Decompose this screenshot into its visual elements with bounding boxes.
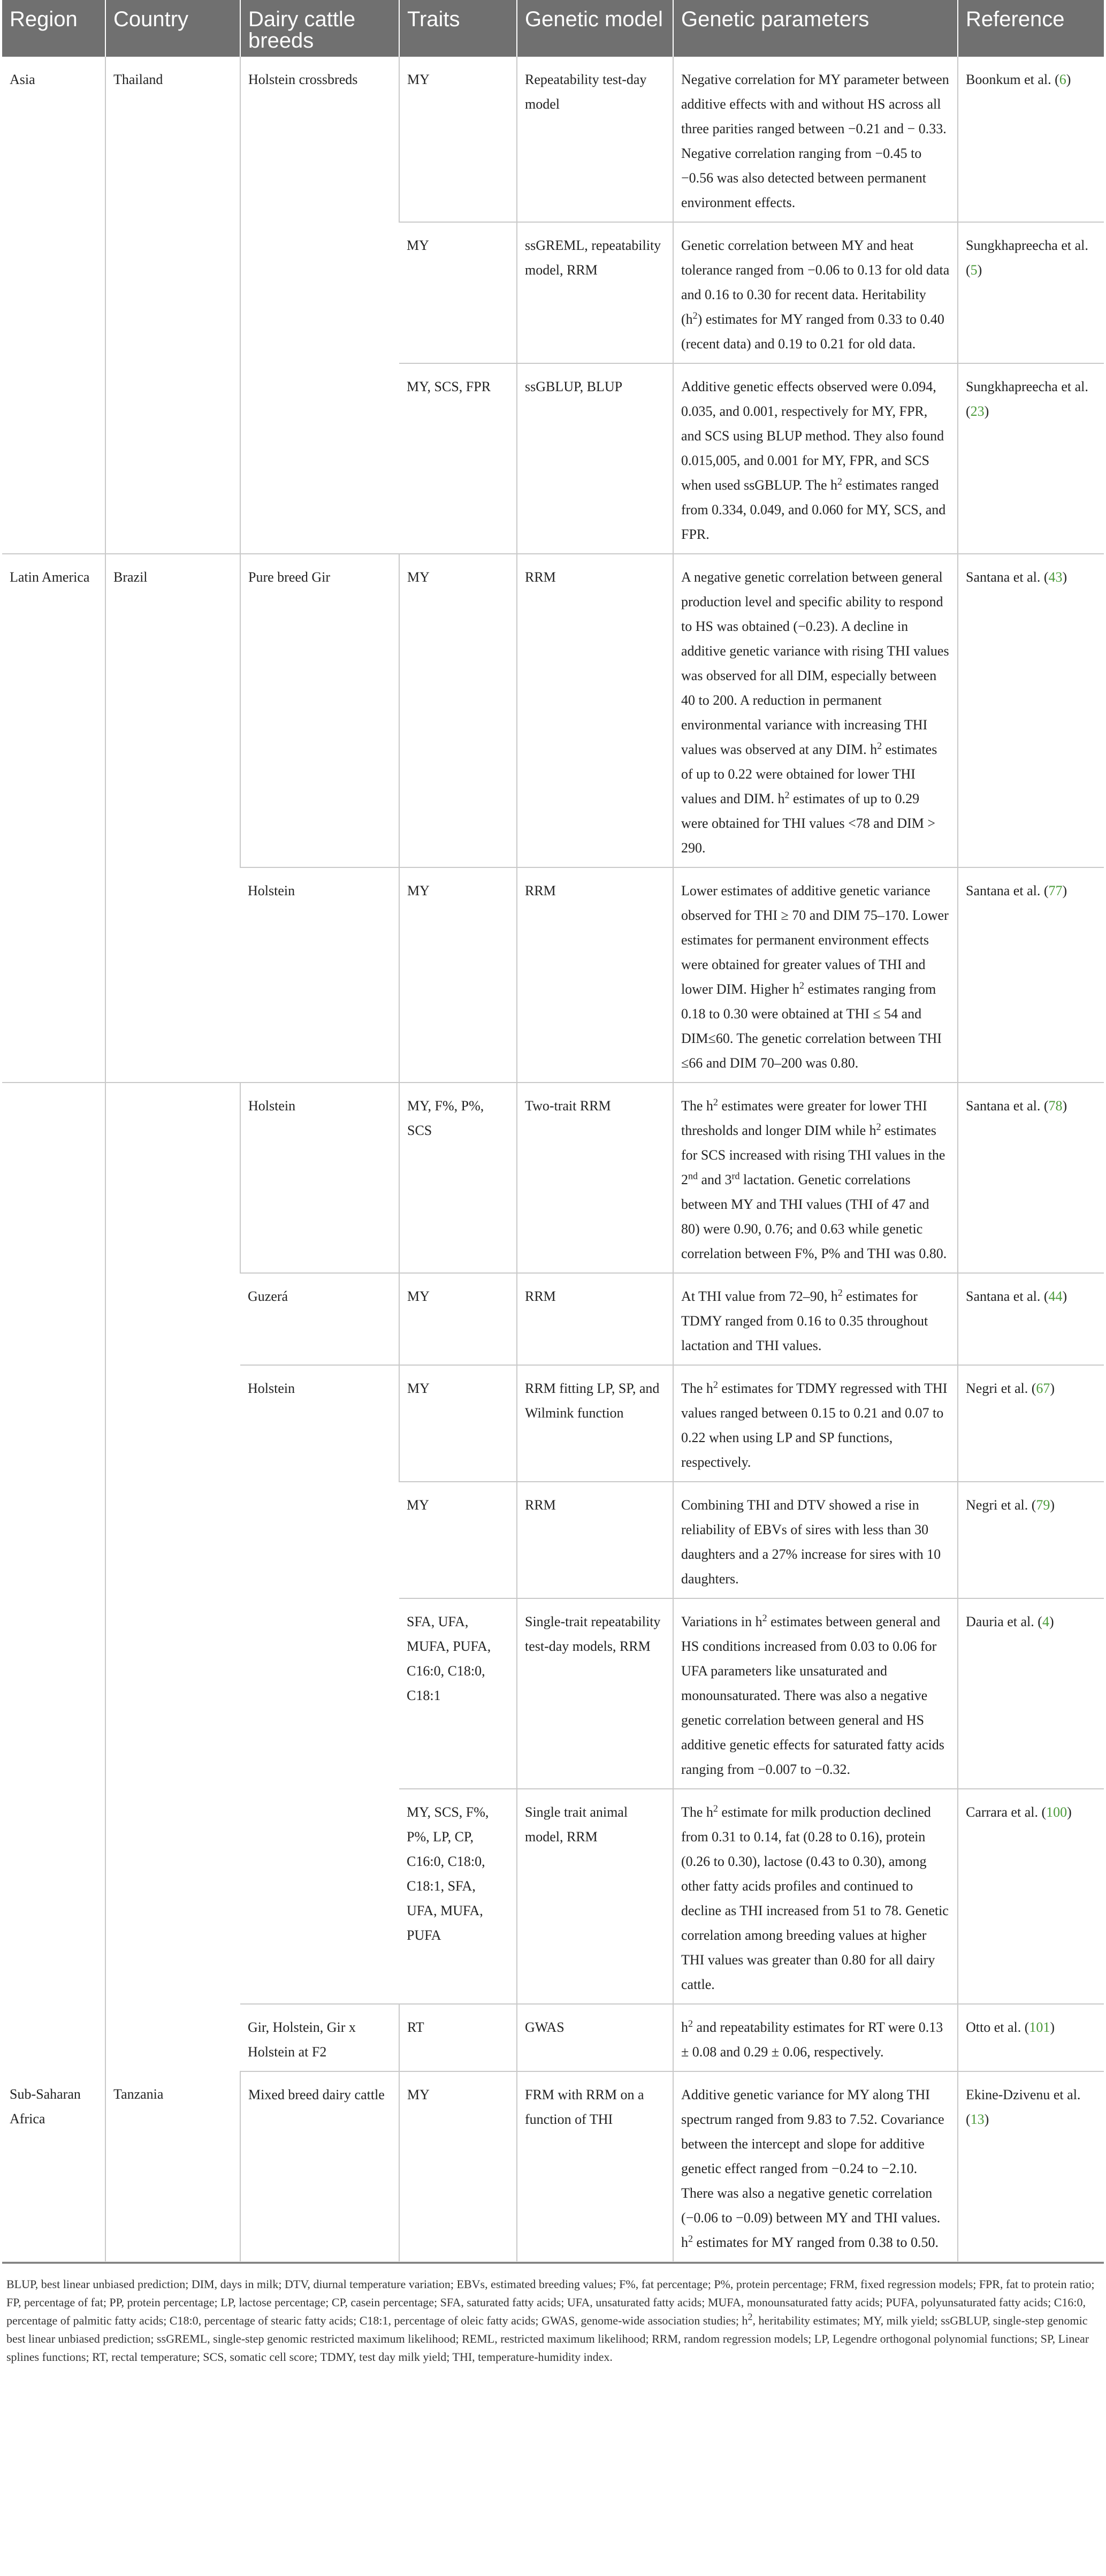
cell-traits: MY	[399, 1273, 517, 1365]
reference-link[interactable]: 101	[1029, 2019, 1050, 2035]
cell-genetic-parameters	[673, 2004, 958, 2071]
footnote-text: BLUP, best linear unbiased prediction; DIM, days in milk; DTV, diurnal temperature variation; EBVs, estimated breeding values; F%, fat percentage; P%, protein percentage; FRM, fixed regression models; FPR, fat to protein ratio; FP, percentage of fat; PP, protein percentage; LP, lactose percentage; CP, casein percentage; SFA, saturated fatty acids; UFA, unsaturated fatty acids; MUFA, monounsaturated fatty acids; PUFA, polyunsaturated fatty acids; C16:0, percentage of palmitic fatty acids; C18:0, percentage of stearic fatty acids; C18:1, percentage of oleic fatty acids; GWAS, genome-wide association studies; h	[6, 2277, 1095, 2327]
params-text: estimates for TDMY ranged from 0.16 to 0.35 throughout lactation and THI values.	[681, 1289, 928, 1353]
superscript: 2	[762, 1612, 767, 1624]
cell-country: Tanzania	[105, 2071, 240, 2262]
cell-genetic-parameters	[673, 1789, 958, 2004]
footnote-text: , heritability estimates; MY, milk yield; ssGBLUP, single-step genomic best linear unbiased prediction; ssGREML, single-step genomic restricted maximum likelihood; REML, restricted maximum likelihood; RRM, random regression models; LP, Legendre orthogonal polynomial functions; SP, Linear splines functions; RT, rectal temperature; SCS, somatic cell score; TDMY, test day milk yield; THI, temperature-humidity index.	[6, 2314, 1089, 2364]
cell-traits: MY	[399, 57, 517, 222]
cell-genetic-model: Repeatability test-day model	[517, 57, 673, 222]
reference-author: Negri et al. (	[966, 1381, 1036, 1396]
cell-genetic-model: RRM	[517, 867, 673, 1083]
cell-region: Sub-Saharan Africa	[2, 2071, 105, 2262]
reference-close: )	[984, 2112, 989, 2127]
params-text: At THI value from 72–90, h	[681, 1289, 838, 1304]
reference-link[interactable]: 4	[1042, 1614, 1049, 1629]
table-footnote	[2, 2262, 1104, 2366]
header-genetic-model: Genetic model	[517, 0, 673, 57]
reference-link[interactable]: 44	[1048, 1289, 1063, 1304]
cell-reference	[958, 2004, 1104, 2071]
reference-close: )	[1049, 1614, 1054, 1629]
params-text: estimates ranged from 0.334, 0.049, and 0.060 for MY, SCS, and FPR.	[681, 477, 946, 542]
reference-close: )	[1062, 1289, 1067, 1304]
cell-region-empty	[2, 1083, 105, 2071]
reference-author: Santana et al. (	[966, 1289, 1049, 1304]
reference-link[interactable]: 6	[1059, 72, 1066, 87]
cell-breed: Holstein	[240, 867, 399, 1083]
reference-close: )	[1067, 1804, 1072, 1820]
superscript: 2	[688, 2233, 693, 2244]
cell-genetic-parameters	[673, 867, 958, 1083]
params-text: estimates were greater for lower THI thresholds and longer DIM while h	[681, 1098, 927, 1138]
cell-genetic-parameters	[673, 2071, 958, 2262]
cell-traits: MY	[399, 554, 517, 867]
reference-author: Carrara et al. (	[966, 1804, 1047, 1820]
cell-breed: Holstein	[240, 1083, 399, 1273]
superscript: 2	[713, 1096, 718, 1108]
cell-genetic-model: RRM	[517, 1482, 673, 1598]
cell-genetic-model: GWAS	[517, 2004, 673, 2071]
reference-author: Sungkhapreecha et al. (	[966, 238, 1088, 278]
cell-genetic-parameters: Negative correlation for MY parameter between additive effects with and without HS across all three parities ranged between −0.21 and − 0.33. Negative correlation ranging from −0.45 to −0.56 was also detected between permanent environment effects.	[673, 57, 958, 222]
superscript: 2	[713, 1379, 718, 1390]
params-text: Additive genetic variance for MY along THI spectrum ranged from 9.83 to 7.52. Covariance between the intercept and slope for additive genetic effect ranged from −0.24 to −2.10. There was also a negative genetic correlation (−0.06 to −0.09) between MY and THI values. h	[681, 2087, 944, 2250]
params-text: Genetic correlation between MY and heat tolerance ranged from −0.06 to 0.13 for old data and 0.16 to 0.30 for recent data. Heritability (h	[681, 238, 950, 327]
cell-region: Asia	[2, 57, 105, 554]
params-text: Variations in h	[681, 1614, 762, 1629]
reference-author: Santana et al. (	[966, 569, 1049, 585]
cell-country: Thailand	[105, 57, 240, 554]
reference-link[interactable]: 23	[970, 403, 985, 419]
cell-genetic-model: Single-trait repeatability test-day models, RRM	[517, 1598, 673, 1789]
params-text: lactation. Genetic correlations between MY and THI values (THI of 47 and 80) were 0.90, 0.76; and 0.63 while genetic correlation between F%, P% and THI was 0.80.	[681, 1172, 947, 1261]
cell-reference	[958, 1598, 1104, 1789]
reference-author: Boonkum et al. (	[966, 72, 1059, 87]
cell-traits: MY	[399, 2071, 517, 2262]
superscript: 2	[688, 2018, 693, 2029]
superscript: 2	[799, 980, 804, 991]
params-text: The h	[681, 1804, 713, 1820]
reference-close: )	[977, 262, 982, 278]
header-row	[2, 0, 1104, 57]
superscript: 2	[713, 1803, 718, 1814]
cell-traits: MY, SCS, FPR	[399, 363, 517, 554]
cell-breed: Gir, Holstein, Gir x Holstein at F2	[240, 2004, 399, 2071]
cell-traits: MY	[399, 1482, 517, 1598]
reference-link[interactable]: 77	[1048, 883, 1063, 898]
cell-traits: MY	[399, 222, 517, 363]
params-text: estimates for SCS increased with rising THI values in the 2	[681, 1123, 945, 1187]
cell-traits: MY, F%, P%, SCS	[399, 1083, 517, 1273]
params-text: Additive genetic effects observed were 0.094, 0.035, and 0.001, respectively for MY, FPR, and SCS using BLUP method. They also found 0.015,005, and 0.001 for MY, FPR, and SCS when used ssGBLUP. The h	[681, 379, 944, 493]
table-row	[2, 57, 1104, 222]
reference-link[interactable]: 43	[1048, 569, 1063, 585]
reference-author: Negri et al. (	[966, 1497, 1036, 1513]
reference-close: )	[1050, 1497, 1055, 1513]
reference-link[interactable]: 67	[1036, 1381, 1050, 1396]
params-text: and 3	[698, 1172, 732, 1187]
cell-genetic-model: ssGREML, repeatability model, RRM	[517, 222, 673, 363]
cell-region: Latin America	[2, 554, 105, 1083]
cell-country-empty	[105, 1083, 240, 2071]
table-row	[2, 554, 1104, 867]
reference-close: )	[1050, 1381, 1055, 1396]
params-text: h	[681, 2019, 688, 2035]
reference-author: Ekine-Dzivenu et al. (	[966, 2087, 1081, 2127]
cell-breed: Guzerá	[240, 1273, 399, 1365]
cell-genetic-model: ssGBLUP, BLUP	[517, 363, 673, 554]
reference-author: Santana et al. (	[966, 1098, 1049, 1114]
cell-genetic-parameters: Combining THI and DTV showed a rise in reliability of EBVs of sires with less than 30 daughters and a 27% increase for sires with 10 daughters.	[673, 1482, 958, 1598]
header-region: Region	[2, 0, 105, 57]
header-genetic-parameters: Genetic parameters	[673, 0, 958, 57]
cell-genetic-parameters	[673, 1273, 958, 1365]
genetic-parameters-table	[2, 0, 1104, 2262]
cell-breed: Holstein crossbreds	[240, 57, 399, 554]
params-text: estimates ranging from 0.18 to 0.30 were obtained at THI ≤ 54 and DIM≤60. The genetic correlation between THI ≤66 and DIM 70–200 was 0.80.	[681, 981, 942, 1071]
cell-traits: MY	[399, 867, 517, 1083]
cell-breed: Pure breed Gir	[240, 554, 399, 867]
cell-breed: Holstein	[240, 1365, 399, 2004]
reference-link[interactable]: 13	[970, 2112, 985, 2127]
params-text: A negative genetic correlation between general production level and specific ability to respond to HS was obtained (−0.23). A decline in additive genetic variance with rising THI values was observed for all DIM, especially between 40 to 200. A reduction in permanent environmental variance with increasing THI values was observed at any DIM. h	[681, 569, 949, 757]
table-row	[2, 2071, 1104, 2262]
params-text: estimates of up to 0.22 were obtained for lower THI values and DIM. h	[681, 742, 937, 806]
reference-link[interactable]: 100	[1046, 1804, 1067, 1820]
params-text: estimates of up to 0.29 were obtained for THI values <78 and DIM ˃ 290.	[681, 791, 936, 856]
superscript: rd	[731, 1170, 740, 1182]
superscript: 2	[747, 2311, 753, 2322]
reference-close: )	[1062, 1098, 1067, 1114]
header-breeds: Dairy cattle breeds	[240, 0, 399, 57]
reference-author: Otto et al. (	[966, 2019, 1029, 2035]
cell-reference	[958, 222, 1104, 363]
cell-reference	[958, 57, 1104, 222]
cell-genetic-model: RRM	[517, 554, 673, 867]
cell-genetic-parameters	[673, 1365, 958, 1482]
header-reference: Reference	[958, 0, 1104, 57]
cell-reference	[958, 363, 1104, 554]
cell-reference	[958, 2071, 1104, 2262]
superscript: 2	[876, 1121, 881, 1132]
cell-reference	[958, 1083, 1104, 1273]
cell-genetic-parameters	[673, 554, 958, 867]
params-text: The h	[681, 1098, 713, 1114]
reference-author: Dauria et al. (	[966, 1614, 1042, 1629]
reference-author: Sungkhapreecha et al. (	[966, 379, 1088, 419]
cell-traits: MY	[399, 1365, 517, 1482]
cell-reference	[958, 554, 1104, 867]
params-text: estimates for MY ranged from 0.38 to 0.50.	[693, 2235, 939, 2250]
superscript: 2	[877, 740, 882, 751]
params-text: Lower estimates of additive genetic variance observed for THI ≥ 70 and DIM 75–170. Lower estimates for permanent environment effects were obtained for greater values of THI and lower DIM. Higher h	[681, 883, 949, 997]
cell-genetic-model: Single trait animal model, RRM	[517, 1789, 673, 2004]
cell-traits: SFA, UFA, MUFA, PUFA, C16:0, C18:0, C18:1	[399, 1598, 517, 1789]
cell-genetic-parameters	[673, 1598, 958, 1789]
cell-reference	[958, 1273, 1104, 1365]
params-text: The h	[681, 1381, 713, 1396]
header-traits: Traits	[399, 0, 517, 57]
cell-genetic-model: RRM fitting LP, SP, and Wilmink function	[517, 1365, 673, 1482]
cell-genetic-model: FRM with RRM on a function of THI	[517, 2071, 673, 2262]
reference-close: )	[1062, 569, 1067, 585]
cell-traits: RT	[399, 2004, 517, 2071]
table-row	[2, 1083, 1104, 1273]
cell-genetic-model: RRM	[517, 1273, 673, 1365]
superscript: 2	[784, 789, 790, 801]
cell-reference	[958, 1482, 1104, 1598]
cell-genetic-parameters	[673, 1083, 958, 1273]
params-text: ) estimates for MY ranged from 0.33 to 0.40 (recent data) and 0.19 to 0.21 for old data.	[681, 311, 944, 352]
cell-reference	[958, 1365, 1104, 1482]
header-country: Country	[105, 0, 240, 57]
reference-close: )	[1066, 72, 1071, 87]
reference-link[interactable]: 5	[970, 262, 978, 278]
reference-link[interactable]: 79	[1036, 1497, 1050, 1513]
superscript: 2	[692, 310, 698, 321]
cell-genetic-parameters	[673, 363, 958, 554]
reference-close: )	[1050, 2019, 1055, 2035]
cell-genetic-model: Two-trait RRM	[517, 1083, 673, 1273]
reference-close: )	[984, 403, 989, 419]
reference-link[interactable]: 78	[1048, 1098, 1063, 1114]
superscript: 2	[837, 1287, 843, 1298]
superscript: 2	[837, 476, 843, 487]
superscript: nd	[688, 1170, 698, 1182]
params-text: and repeatability estimates for RT were 0.13 ± 0.08 and 0.29 ± 0.06, respectively.	[681, 2019, 943, 2060]
reference-close: )	[1062, 883, 1067, 898]
params-text: estimates between general and HS conditions increased from 0.03 to 0.06 for UFA parameters like unsaturated and monounsaturated. There was also a negative genetic correlation between general and HS additive genetic effects for saturated fatty acids ranging from −0.007 to −0.32.	[681, 1614, 944, 1777]
params-text: estimate for milk production declined from 0.31 to 0.14, fat (0.28 to 0.16), protein (0.26 to 0.30), lactose (0.43 to 0.30), among other fatty acids profiles and continued to decline as THI increased from 51 to 78. Genetic correlation among breeding values at higher THI values was greater than 0.80 for all dairy cattle.	[681, 1804, 949, 1992]
params-text: estimates for TDMY regressed with THI values ranged between 0.15 to 0.21 and 0.07 to 0.22 when using LP and SP functions, respectively.	[681, 1381, 948, 1470]
cell-reference	[958, 1789, 1104, 2004]
cell-country: Brazil	[105, 554, 240, 1083]
reference-author: Santana et al. (	[966, 883, 1049, 898]
cell-traits: MY, SCS, F%, P%, LP, CP, C16:0, C18:0, C18:1, SFA, UFA, MUFA, PUFA	[399, 1789, 517, 2004]
cell-reference	[958, 867, 1104, 1083]
cell-genetic-parameters	[673, 222, 958, 363]
cell-breed: Mixed breed dairy cattle	[240, 2071, 399, 2262]
